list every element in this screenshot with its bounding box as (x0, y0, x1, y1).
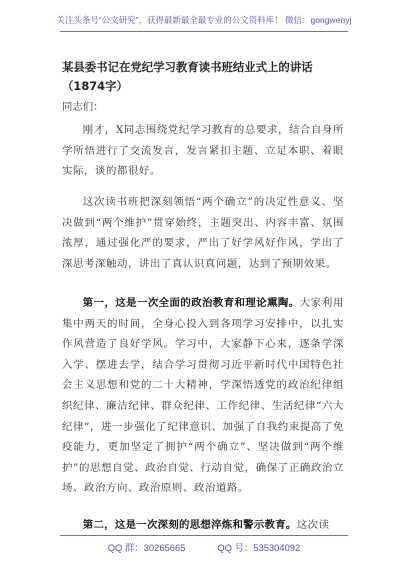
paragraph (62, 192, 344, 274)
document-title: 某县委书记在党纪学习教育读书班结业式上的讲话（1874字） (62, 60, 313, 93)
salutation: 同志们： (62, 101, 104, 113)
paragraph-text: 这次读 (296, 519, 330, 531)
footer-contact (0, 540, 408, 554)
paragraph-lead: 第一，这是一次全面的政治教育和理论熏陶。 (82, 297, 300, 309)
footer-divider (60, 535, 348, 536)
qq-number: QQ 号：535304092 (217, 542, 301, 553)
paragraph-text: 这次读书班把深刻领悟“两个确立”的决定性意义、坚决做到“两个维护”贯穿始终，主题突出、内容丰富、氛围浓厚，通过强化严的要求，严出了好学风好作风，学出了深思考深触动，讲出了真认识真问题，达到了预期效果。 (62, 196, 344, 270)
paragraph (62, 293, 344, 499)
header-banner: 关注头条号“公文研究”，获得最新最全最专业的公文资料库！ 微信：gongwenyj (56, 15, 352, 25)
paragraph (62, 120, 344, 182)
paragraph (62, 515, 344, 537)
paragraph-text: 刚才，X同志围绕党纪学习教育的总要求，结合自身所学所悟进行了交流发言，发言紧扣主题、立足本职、着眼实际，谈的都很好。 (62, 124, 344, 178)
header-divider (60, 31, 348, 32)
paragraph-lead: 第二，这是一次深刻的思想淬炼和警示教育。 (82, 519, 297, 531)
paragraph-text: 大家利用集中两天的时间，全身心投入到各项学习安排中，以扎实作风营造了良好学风。学习中，大家静下心来，逐条学深入学、摆进去学，结合学习贯彻习近平新时代中国特色社会主义思想和党的二十大精神，学深悟透党的政治纪律组织纪律、廉洁纪律、群众纪律、工作纪律、生活纪律“六大纪律”，进一步强化了纪律意识、加强了自我约束提高了免疫能力，更加坚定了拥护“两个确立”、坚决做到“两个维护”的思想自觉、政治自觉、行动自觉，确保了正确政治立场、政治方向、政治原则、政治道路。 (62, 297, 345, 495)
qq-group-number: QQ 群：30265665 (107, 542, 186, 553)
